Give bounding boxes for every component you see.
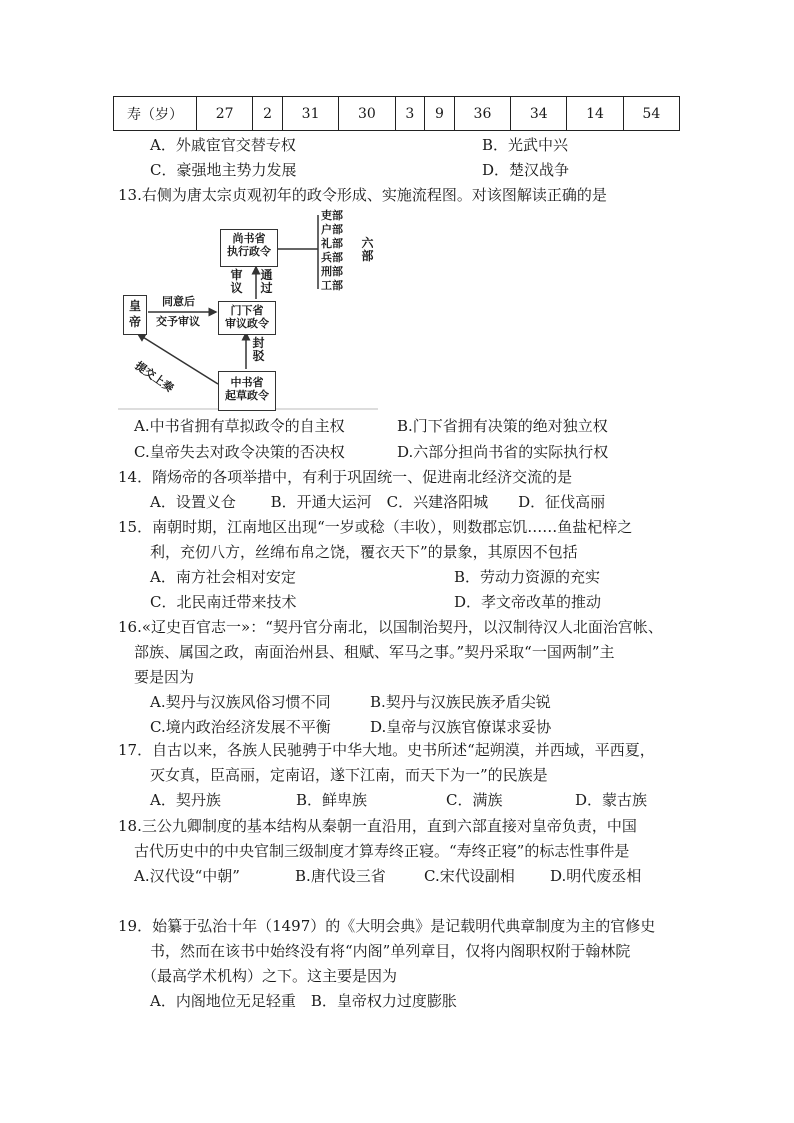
table-cell: 3 [395, 97, 425, 131]
q16-option-d: D.皇帝与汉族官僚谋求妥协 [370, 718, 552, 736]
q13-option-a: A.中书省拥有草拟政令的自主权 [134, 417, 345, 435]
q12-option-d: D．楚汉战争 [482, 161, 570, 179]
dept-item: 吏部 [321, 209, 343, 222]
q15-stem-2: 利，充仞八方，丝绵布帛之饶，覆衣天下”的景象，其原因不包括 [150, 543, 578, 561]
shangshu-line2: 执行政令 [227, 245, 271, 258]
zhongshu-line1: 中书省 [230, 376, 264, 389]
government-flow-diagram [118, 209, 378, 414]
q12-option-c: C．豪强地主势力发展 [150, 161, 297, 179]
q19-stem-3: （最高学术机构）之下。这主要是因为 [142, 967, 398, 985]
q12-option-a: A．外戚宦官交替专权 [150, 136, 296, 154]
q16-option-c: C.境内政治经济发展不平衡 [150, 718, 331, 736]
q15-option-d: D．孝文帝改革的推动 [454, 593, 602, 611]
table-cell: 寿（岁） [114, 97, 197, 131]
q18-option-a: A.汉代设“中朝” [134, 867, 240, 885]
label-send: 交予审议 [156, 315, 200, 328]
q15-option-a: A．南方社会相对安定 [150, 568, 296, 586]
q13-option-c: C.皇帝失去对政令决策的否决权 [134, 443, 345, 461]
table-cell: 9 [425, 97, 455, 131]
table-cell: 27 [197, 97, 253, 131]
label-review: 审议 [230, 268, 243, 295]
table-cell: 31 [282, 97, 338, 131]
q19-stem-1: 19．始纂于弘治十年（1497）的《大明会典》是记载明代典章制度为主的官修史 [118, 917, 656, 935]
q14-options: A．设置义仓 B．开通大运河 C．兴建洛阳城 D．征伐高丽 [150, 493, 606, 511]
q15-option-c: C．北民南迁带来技术 [150, 593, 297, 611]
q13-option-d: D.六部分担尚书省的实际执行权 [397, 443, 609, 461]
dept-item: 兵部 [321, 251, 343, 264]
dept-item: 户部 [321, 223, 343, 236]
q18-stem-1: 18.三公九卿制度的基本结构从秦朝一直沿用，直到六部直接对皇帝负责，中国 [118, 817, 637, 835]
q17-stem-1: 17．自古以来，各族人民驰骋于中华大地。史书所述“起朔漠，并西域，平西夏， [118, 741, 655, 759]
table-cell: 36 [454, 97, 510, 131]
q17-option-a: A．契丹族 [150, 791, 221, 809]
table-cell: 14 [567, 97, 623, 131]
menxia-line2: 审议政令 [225, 317, 269, 330]
label-reject: 封驳 [252, 336, 265, 363]
table-cell: 34 [511, 97, 567, 131]
table-cell: 30 [339, 97, 395, 131]
menxia-line1: 门下省 [230, 304, 264, 317]
q14-stem: 14．隋炀帝的各项举措中，有利于巩固统一、促进南北经济交流的是 [118, 468, 573, 486]
emperor-box: 皇帝 [123, 295, 147, 335]
q17-stem-2: 灭女真，臣高丽，定南诏，遂下江南，而天下为一”的民族是 [150, 766, 548, 784]
label-agree: 同意后 [162, 295, 195, 308]
shangshu-box [220, 229, 278, 267]
q16-option-b: B.契丹与汉族民族矛盾尖锐 [370, 693, 551, 711]
table-cell: 2 [253, 97, 283, 131]
q15-option-b: B．劳动力资源的充实 [454, 568, 601, 586]
age-table [113, 96, 680, 131]
q15-stem-1: 15．南朝时期，江南地区出现“一岁或稔（丰收），则数郡忘饥……鱼盐杞梓之 [118, 518, 633, 536]
label-pass: 通过 [260, 268, 273, 295]
q18-stem-2: 古代历史中的中央官制三级制度才算寿终正寝。“寿终正寝”的标志性事件是 [134, 842, 630, 860]
q18-option-c: C.宋代设副相 [424, 867, 515, 885]
dept-item: 礼部 [321, 237, 343, 250]
shangshu-line1: 尚书省 [232, 232, 266, 245]
dept-list [321, 209, 347, 293]
table-row [114, 97, 680, 131]
q13-stem: 13.右侧为唐太宗贞观初年的政令形成、实施流程图。对该图解读正确的是 [118, 186, 607, 204]
dept-item: 刑部 [321, 265, 343, 278]
zhongshu-box [218, 371, 276, 411]
q19-options: A．内阁地位无足轻重 B．皇帝权力过度膨胀 [150, 992, 457, 1010]
q19-stem-2: 书，然而在该书中始终没有将“内阁”单列章目，仅将内阁职权附于翰林院 [150, 942, 631, 960]
table-cell: 54 [623, 97, 679, 131]
dept-item: 工部 [321, 279, 343, 292]
label-submit: 提交上奏 [132, 359, 177, 395]
label-liubu: 六部 [361, 236, 374, 263]
q13-option-b: B.门下省拥有决策的绝对独立权 [397, 417, 608, 435]
q18-option-b: B.唐代设三省 [295, 867, 386, 885]
q16-stem-2: 部族、属国之政，南面治州县、租赋、军马之事。”契丹采取“一国两制”主 [134, 643, 615, 661]
q16-option-a: A.契丹与汉族风俗习惯不同 [150, 693, 331, 711]
q12-option-b: B．光武中兴 [482, 136, 569, 154]
q16-stem-1: 16.«辽史百官志一»：“契丹官分南北，以国制治契丹，以汉制待汉人北面治宫帐、 [118, 618, 663, 636]
zhongshu-line2: 起草政令 [225, 389, 269, 402]
q17-option-b: B．鲜卑族 [296, 791, 368, 809]
menxia-box [218, 301, 276, 335]
q18-option-d: D.明代废丞相 [550, 867, 642, 885]
q17-option-d: D．蒙古族 [575, 791, 648, 809]
q16-stem-3: 要是因为 [134, 668, 195, 686]
q17-option-c: C．满族 [446, 791, 503, 809]
